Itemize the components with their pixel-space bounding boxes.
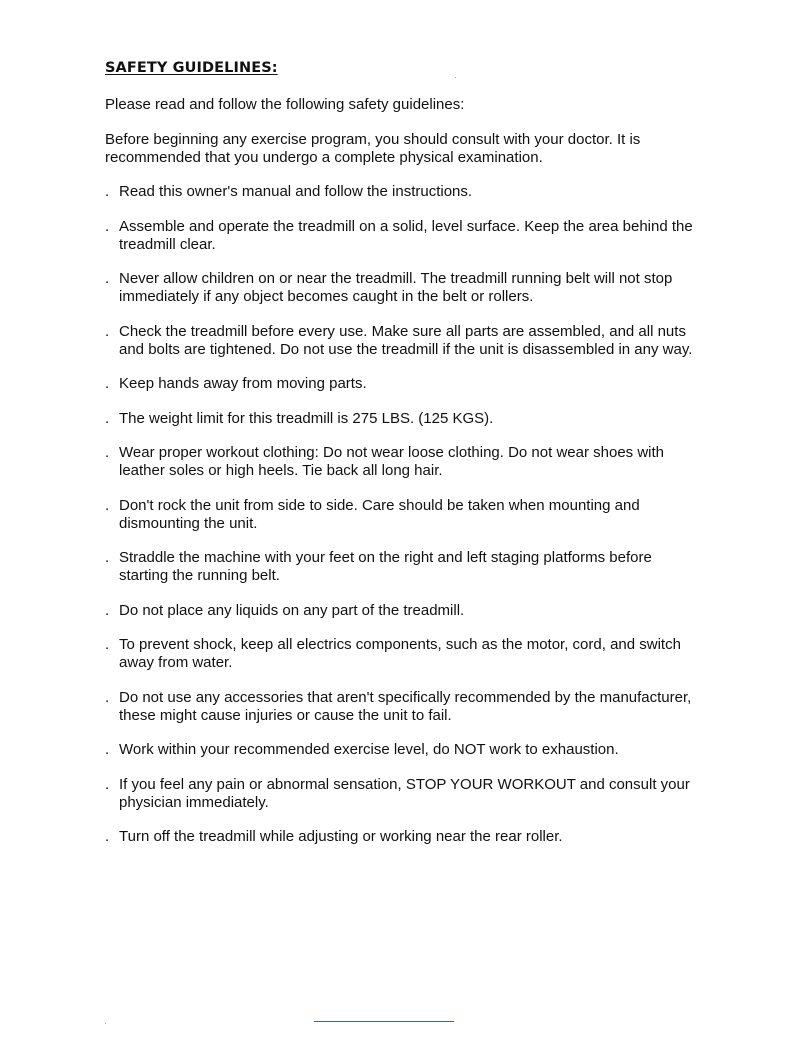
- guideline-item: [105, 741, 705, 759]
- guideline-item: [105, 776, 705, 812]
- guideline-item: [105, 828, 705, 846]
- guideline-item: [105, 636, 705, 672]
- guideline-item: [105, 270, 705, 306]
- bullet-marker: .: [105, 775, 110, 793]
- guideline-text: The weight limit for this treadmill is 275 LBS. (125 KGS).: [119, 409, 494, 427]
- guideline-item: [105, 549, 705, 585]
- bullet-marker: .: [105, 601, 110, 619]
- guideline-item: [105, 497, 705, 533]
- safety-guideline-list: [105, 183, 705, 863]
- footer-rule: [314, 1021, 454, 1022]
- guideline-item: [105, 689, 705, 725]
- scan-speck: [105, 1023, 106, 1024]
- guideline-item: [105, 602, 705, 620]
- guideline-item: [105, 323, 705, 359]
- guideline-text: Assemble and operate the treadmill on a solid, level surface. Keep the area behind the treadmill clear.: [119, 217, 693, 253]
- guideline-text: Check the treadmill before every use. Make sure all parts are assembled, and all nuts and bolts are tightened. Do not use the treadmill if the unit is disassembled in any way.: [119, 322, 693, 358]
- guideline-text: Wear proper workout clothing: Do not wear loose clothing. Do not wear shoes with leather soles or high heels. Tie back all long hair.: [119, 444, 665, 479]
- guideline-text: Turn off the treadmill while adjusting or working near the rear roller.: [119, 828, 563, 845]
- guideline-item: [105, 410, 705, 428]
- bullet-marker: .: [105, 375, 110, 392]
- guideline-text: Never allow children on or near the treadmill. The treadmill running belt will not stop immediately if any object becomes caught in the belt or rollers.: [119, 270, 673, 305]
- consult-paragraph: Before beginning any exercise program, you should consult with your doctor. It is recommended that you undergo a complete physical examination.: [105, 131, 641, 166]
- bullet-marker: .: [105, 322, 110, 340]
- bullet-marker: .: [105, 409, 110, 427]
- bullet-marker: .: [105, 741, 110, 758]
- bullet-marker: .: [105, 688, 110, 706]
- guideline-text: Work within your recommended exercise level, do NOT work to exhaustion.: [119, 741, 619, 758]
- guideline-text: Don't rock the unit from side to side. Care should be taken when mounting and dismounting the unit.: [119, 496, 640, 532]
- guideline-text: Read this owner's manual and follow the instructions.: [119, 183, 473, 200]
- guideline-text: Do not use any accessories that aren't specifically recommended by the manufacturer, these might cause injuries or cause the unit to fail.: [119, 688, 692, 724]
- guideline-text: To prevent shock, keep all electrics components, such as the motor, cord, and switch away from water.: [119, 636, 681, 671]
- guideline-item: [105, 218, 705, 254]
- bullet-marker: .: [105, 183, 110, 200]
- scan-speck: [455, 77, 456, 78]
- intro-paragraph: Please read and follow the following safety guidelines:: [105, 96, 465, 113]
- guideline-text: Straddle the machine with your feet on the right and left staging platforms before starting the running belt.: [119, 549, 652, 584]
- bullet-marker: .: [105, 444, 110, 461]
- guideline-item: [105, 183, 705, 201]
- guideline-text: Keep hands away from moving parts.: [119, 375, 367, 392]
- bullet-marker: .: [105, 270, 110, 287]
- bullet-marker: .: [105, 496, 110, 514]
- bullet-marker: .: [105, 549, 110, 566]
- guideline-text: If you feel any pain or abnormal sensation, STOP YOUR WORKOUT and consult your physician immediately.: [119, 775, 690, 811]
- section-heading: SAFETY GUIDELINES:: [105, 60, 278, 76]
- bullet-marker: .: [105, 828, 110, 845]
- guideline-item: [105, 375, 705, 393]
- guideline-text: Do not place any liquids on any part of the treadmill.: [119, 601, 465, 619]
- guideline-item: [105, 444, 705, 480]
- bullet-marker: .: [105, 636, 110, 653]
- bullet-marker: .: [105, 217, 110, 235]
